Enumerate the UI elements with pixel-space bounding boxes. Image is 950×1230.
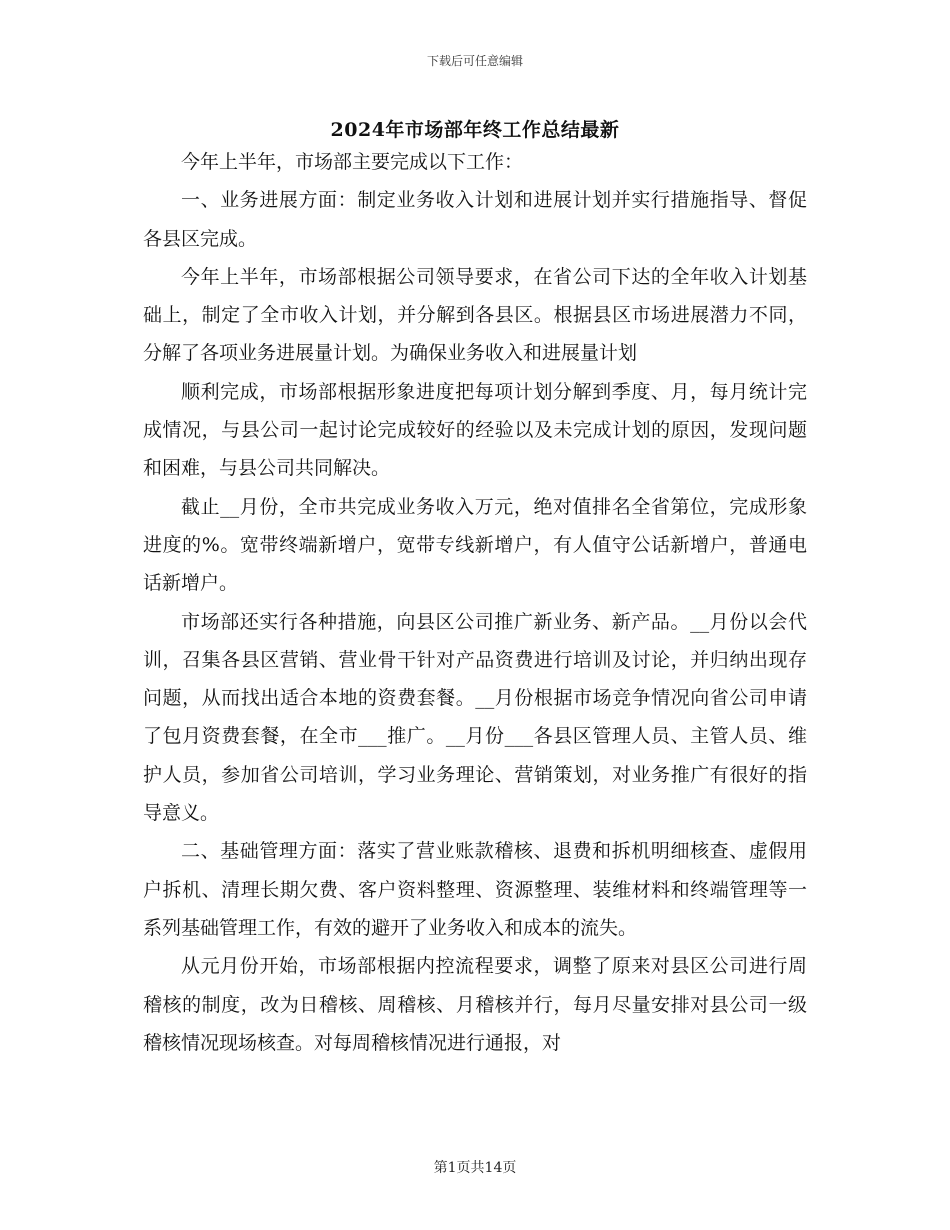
paragraph-income-plan: 今年上半年，市场部根据公司领导要求，在省公司下达的全年收入计划基础上，制定了全市收入计划，并分解到各县区。根据县区市场进展潜力不同，分解了各项业务进展量计划。为确保业务收入和进展量计划 [143,265,807,365]
paragraph-new-products: 市场部还实行各种措施，向县区公司推广新业务、新产品。__月份以会代训，召集各县区营销、营业骨干针对产品资费进行培训及讨论，并归纳出现存问题，从而找出适合本地的资费套餐。__月份根据市场竞争情况向省公司申请了包月资费套餐，在全市___推广。__月份___各县区管理人员、主管人员、维护人员，参加省公司培训，学习业务理论、营销策划，对业务推广有很好的指导意义。 [143,610,807,825]
paragraph-audit-process: 从元月份开始，市场部根据内控流程要求，调整了原来对县区公司进行周稽核的制度，改为日稽核、周稽核、月稽核并行，每月尽量安排对县公司一级稽核情况现场核查。对每周稽核情况进行通报，对 [143,955,807,1054]
paragraph-intro: 今年上半年，市场部主要完成以下工作： [181,151,524,173]
document-body [143,143,807,1062]
paragraph-plan-breakdown: 顺利完成，市场部根据形象进度把每项计划分解到季度、月，每月统计完成情况，与县公司一起讨论完成较好的经验以及未完成计划的原因，发现问题和困难，与县公司共同解决。 [143,380,807,480]
document-title: 2024年市场部年终工作总结最新 [330,119,620,141]
paragraph-progress-stats: 截止__月份，全市共完成业务收入万元，绝对值排名全省第位，完成形象进度的%。宽带终端新增户，宽带专线新增户，有人值守公话新增户，普通电话新增户。 [143,495,807,595]
paragraph-section-management: 二、基础管理方面：落实了营业账款稽核、退费和拆机明细核查、虚假用户拆机、清理长期欠费、客户资料整理、资源整理、装维材料和终端管理等一系列基础管理工作，有效的避开了业务收入和成本的流失。 [143,840,807,939]
paragraph-section-business: 一、业务进展方面：制定业务收入计划和进展计划并实行措施指导、督促各县区完成。 [143,189,807,250]
page-number-footer: 第1页共14页 [433,1160,517,1176]
header-note: 下载后可任意编辑 [426,54,523,68]
